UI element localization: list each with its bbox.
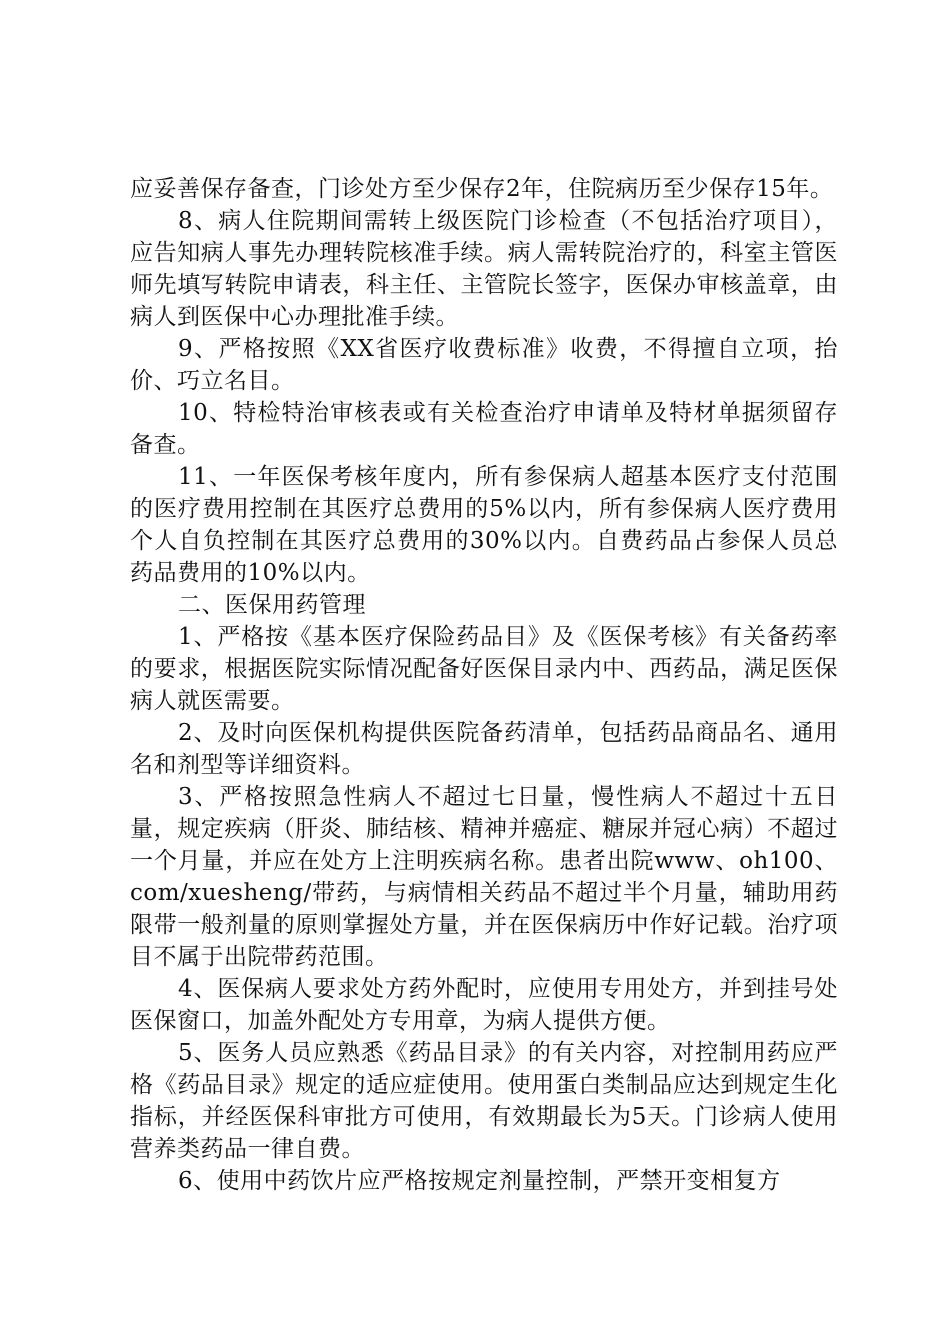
paragraph-continuation: 应妥善保存备查，门诊处方至少保存2年，住院病历至少保存15年。 [130, 176, 834, 202]
paragraph-med-item-3: 3、严格按照急性病人不超过七日量，慢性病人不超过十五日量，规定疾病（肝炎、肺结核、精神并癌症、糖尿并冠心病）不超过一个月量，并应在处方上注明疾病名称。患者出院www、oh100、com/xuesheng/带药，与病情相关药品不超过半个月量，辅助用药限带一般剂量的原则掌握处方量，并在医保病历中作好记载。治疗项目不属于出院带药范围。 [130, 784, 838, 970]
paragraph-med-item-2: 2、及时向医保机构提供医院备药清单，包括药品商品名、通用名和剂型等详细资料。 [130, 720, 838, 778]
paragraph-med-item-5: 5、医务人员应熟悉《药品目录》的有关内容，对控制用药应严格《药品目录》规定的适应症使用。使用蛋白类制品应达到规定生化指标，并经医保科审批方可使用，有效期最长为5天。门诊病人使用营养类药品一律自费。 [130, 1040, 838, 1162]
paragraph-item-9: 9、严格按照《XX省医疗收费标准》收费，不得擅自立项，抬价、巧立名目。 [130, 336, 838, 394]
paragraph-item-10: 10、特检特治审核表或有关检查治疗申请单及特材单据须留存备查。 [130, 400, 838, 458]
paragraph-med-item-1: 1、严格按《基本医疗保险药品目》及《医保考核》有关备药率的要求，根据医院实际情况配备好医保目录内中、西药品，满足医保病人就医需要。 [130, 624, 838, 714]
document-body [130, 173, 838, 1197]
paragraph-med-item-6: 6、使用中药饮片应严格按规定剂量控制，严禁开变相复方 [178, 1168, 781, 1194]
paragraph-item-8: 8、病人住院期间需转上级医院门诊检查（不包括治疗项目），应告知病人事先办理转院核准手续。病人需转院治疗的，科室主管医师先填写转院申请表，科主任、主管院长签字，医保办审核盖章，由病人到医保中心办理批准手续。 [130, 208, 838, 330]
section-heading-medication-management: 二、医保用药管理 [178, 592, 366, 618]
paragraph-item-11: 11、一年医保考核年度内，所有参保病人超基本医疗支付范围的医疗费用控制在其医疗总费用的5%以内，所有参保病人医疗费用个人自负控制在其医疗总费用的30%以内。自费药品占参保人员总药品费用的10%以内。 [130, 464, 838, 586]
paragraph-med-item-4: 4、医保病人要求处方药外配时，应使用专用处方，并到挂号处医保窗口，加盖外配处方专用章，为病人提供方便。 [130, 976, 838, 1034]
